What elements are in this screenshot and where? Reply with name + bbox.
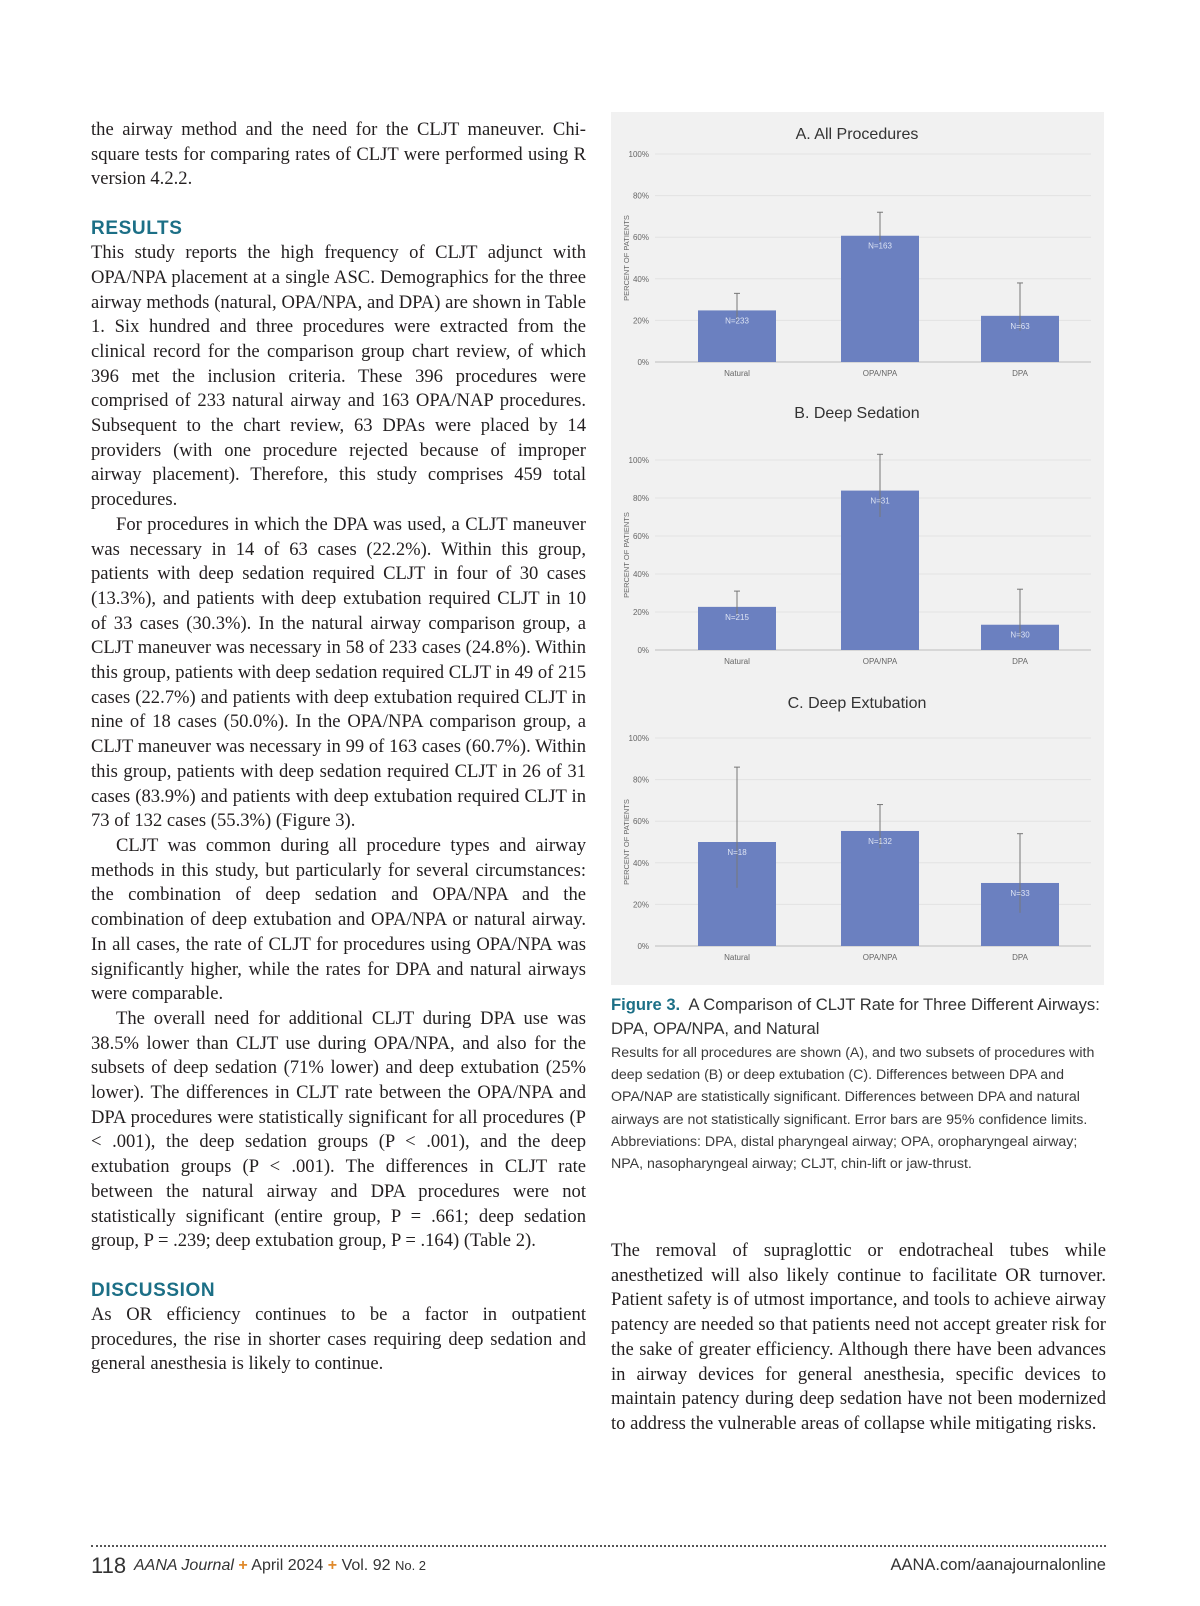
caption-label: Figure 3. (611, 995, 681, 1014)
y-tick-label: 0% (637, 646, 649, 655)
journal-url: AANA.com/aanajournalonline (890, 1556, 1106, 1574)
paragraph: As OR efficiency continues to be a factor in outpatient procedures, the rise in shorter cases requiring deep sedation and general anesthesia is likely to continue. (91, 1303, 586, 1375)
bar-n-label: N=18 (727, 848, 747, 857)
paragraph: The removal of supraglottic or endotracheal tubes while anesthetized will also likely continue to facilitate OR turnover. Patient safety is of utmost importance, and tools to achieve airway patency are needed so that patients need not accept greater risk for the sake of greater efficiency. Although there have been advances in airway devices for general anesthesia, specific devices to maintain patency during deep sedation have not been modernized to address the vulnerable areas of collapse while mitigating risks. (611, 1240, 1106, 1434)
discussion-heading: DISCUSSION (91, 1279, 216, 1301)
x-tick-label: DPA (1012, 953, 1028, 962)
journal-info: AANA Journal + April 2024 + Vol. 92 No. 2 (134, 1557, 427, 1574)
x-tick-label: OPA/NPA (862, 657, 898, 666)
paragraph: CLJT was common during all procedure types and airway methods in this study, but particularly for several circumstances: the combination of deep sedation and OPA/NPA and the combination of deep extubation and OPA/NPA or natural airway. In all cases, the rate of CLJT for procedures using OPA/NPA was significantly higher, while the rates for DPA and natural airways were comparable. (91, 834, 586, 1005)
x-tick-label: Natural (724, 369, 750, 378)
volume: Vol. 92 (341, 1557, 391, 1574)
y-tick-label: 0% (637, 942, 649, 951)
x-tick-label: DPA (1012, 369, 1028, 378)
caption-body: Results for all procedures are shown (A), and two subsets of procedures with deep sedation (B) or deep extubation (C). Differences between DPA and OPA/NAP are statistically significant. Differences between DPA and natural airways are not statistically significant. Error bars are 95% confidence limits. Abbreviations: DPA, distal pharyngeal airway; OPA, oropharyngeal airway; NPA, nasopharyngeal airway; CLJT, chin-lift or jaw-thrust. (611, 1045, 1095, 1173)
y-tick-label: 100% (628, 734, 649, 743)
y-tick-label: 60% (632, 532, 649, 541)
bar-n-label: N=163 (868, 241, 892, 251)
y-tick-label: 80% (632, 775, 649, 785)
bar-n-label: N=30 (1010, 630, 1030, 640)
y-tick-label: 0% (637, 358, 649, 367)
y-tick-label: 40% (632, 274, 649, 284)
y-tick-label: 20% (632, 608, 649, 617)
bar-n-label: N=31 (870, 496, 890, 506)
figure-caption (611, 993, 1111, 1175)
bar-n-label: N=233 (725, 316, 749, 326)
y-tick-label: 20% (632, 316, 649, 326)
page-number: 118 (91, 1553, 127, 1578)
results-heading: RESULTS (91, 218, 183, 240)
figure-3-svg (611, 112, 1104, 985)
x-tick-label: Natural (724, 953, 750, 962)
y-tick-label: 80% (632, 191, 649, 201)
bar-n-label: N=215 (725, 612, 749, 622)
issue-number: No. 2 (394, 1558, 427, 1573)
y-tick-label: 60% (632, 817, 649, 827)
journal-name: AANA Journal (134, 1557, 234, 1574)
chart-title: C. Deep Extubation (787, 695, 927, 712)
y-tick-label: 100% (628, 150, 649, 159)
y-tick-label: 20% (632, 900, 649, 910)
paragraph: the airway method and the need for the CLJT maneuver. Chi-square tests for comparing rates of CLJT were performed using R version 4.2.2. (91, 119, 586, 190)
y-tick-label: 80% (632, 494, 649, 503)
bar-n-label: N=33 (1010, 888, 1030, 898)
right-column (611, 1239, 1106, 1437)
paragraph: For procedures in which the DPA was used, a CLJT maneuver was necessary in 14 of 63 cases (22.2%). Within this group, patients with deep sedation required CLJT in four of 30 cases (13.3%), and patients with deep extubation required CLJT in 10 of 33 cases (30.3%). In the natural airway comparison group, a CLJT maneuver was necessary in 58 of 233 cases (24.8%). Within this group, patients with deep sedation required CLJT in 49 of 215 cases (22.7%) and patients with deep extubation required CLJT in nine of 18 cases (50.0%). In the OPA/NPA comparison group, a CLJT maneuver was necessary in 99 of 163 cases (60.7%). Within this group, patients with deep sedation required CLJT in 26 of 31 cases (83.9%) and patients with deep extubation required CLJT in 73 of 132 cases (55.3%) (Figure 3). (91, 513, 586, 832)
x-tick-label: OPA/NPA (862, 369, 898, 378)
y-tick-label: 100% (628, 456, 649, 465)
y-axis-label: PERCENT OF PATIENTS (622, 512, 631, 598)
y-tick-label: 60% (632, 233, 649, 243)
y-tick-label: 40% (632, 570, 649, 579)
paragraph: This study reports the high frequency of CLJT adjunct with OPA/NPA placement at a single ASC. Demographics for the three airway methods (natural, OPA/NPA, and DPA) are shown in Table 1. Six hundred and three procedures were extracted from the clinical record for the comparison group chart review, of which 396 met the inclusion criteria. These 396 procedures were comprised of 233 natural airway and 163 OPA/NAP procedures. Subsequent to the chart review, 63 DPAs were placed by 14 providers (with one procedure rejected because of improper airway placement). Therefore, this study comprises 459 total procedures. (91, 242, 586, 511)
y-axis-label: PERCENT OF PATIENTS (622, 799, 631, 885)
x-tick-label: DPA (1012, 657, 1028, 666)
left-column (91, 118, 586, 1377)
paragraph: The overall need for additional CLJT during DPA use was 38.5% lower than CLJT use during OPA/NPA, and also for the subsets of deep sedation (71% lower) and deep extubation (25% lower). The differences in CLJT rate between the OPA/NPA and DPA procedures were statistically significant for all procedures (P < .001), the deep sedation groups (P < .001), and the deep extubation groups (P < .001). The differences in CLJT rate between the natural airway and DPA procedures were not statistically significant (entire group, P = .661; deep sedation group, P = .239; deep extubation group, P = .164) (Table 2). (91, 1007, 586, 1252)
x-tick-label: OPA/NPA (862, 953, 898, 962)
bar-n-label: N=132 (868, 836, 892, 846)
footer-divider (91, 1545, 1106, 1547)
y-tick-label: 40% (632, 858, 649, 868)
issue-date: April 2024 (251, 1557, 324, 1574)
x-tick-label: Natural (724, 657, 750, 666)
chart-title: B. Deep Sedation (794, 405, 920, 422)
figure-3-charts (611, 112, 1104, 985)
caption-title: A Comparison of CLJT Rate for Three Different Airways: DPA, OPA/NPA, and Natural (611, 995, 1100, 1038)
y-axis-label: PERCENT OF PATIENTS (622, 215, 631, 301)
footer (91, 1553, 1106, 1583)
bar-n-label: N=63 (1010, 321, 1030, 331)
chart-title: A. All Procedures (795, 126, 919, 143)
chart-bar (841, 236, 919, 362)
